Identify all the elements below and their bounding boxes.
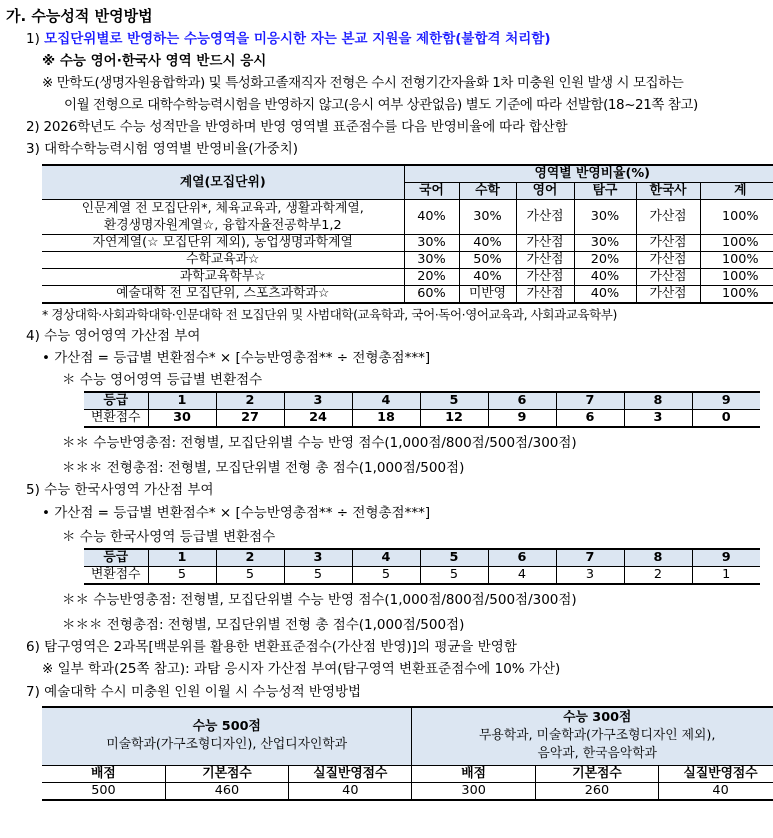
grade-cell: 1 bbox=[148, 549, 216, 567]
art-col-header: 기본점수 bbox=[165, 765, 288, 782]
group-cell: 수학교육과☆ bbox=[42, 252, 404, 269]
art-col-header: 실질반영점수 bbox=[289, 765, 412, 782]
ratio-table bbox=[42, 164, 773, 304]
ratio-cell: 가산점 bbox=[636, 235, 700, 252]
ratio-cell: 30% bbox=[459, 200, 516, 235]
grade-cell: 6 bbox=[488, 549, 556, 567]
subject-header: 한국사 bbox=[636, 183, 700, 200]
score-cell: 9 bbox=[488, 410, 556, 428]
score-cell: 5 bbox=[352, 567, 420, 585]
ratio-cell: 가산점 bbox=[636, 252, 700, 269]
ratio-cell: 20% bbox=[404, 269, 459, 286]
right-group-sub: 음악과, 한국음악학과 bbox=[537, 746, 657, 762]
left-group-sub: 미술학과(가구조형디자인), 산업디자인학과 bbox=[106, 737, 348, 753]
ratio-footnote: * 경상대학·사회과학대학·인문대학 전 모집단위 및 사범대학(교육학과, 국어·독어·영어교육과, 사회과교육학부) bbox=[42, 307, 617, 322]
table-row bbox=[42, 200, 773, 235]
item-1-text: 모집단위별로 반영하는 수능영역을 미응시한 자는 본교 지원을 제한함(불합격 처리함) bbox=[44, 31, 551, 47]
score-cell: 30 bbox=[148, 410, 216, 428]
item-3: 3) 대학수학능력시험 영역별 반영비율(가중치) bbox=[26, 141, 299, 157]
ratio-cell: 100% bbox=[700, 252, 773, 269]
subject-header: 영어 bbox=[516, 183, 574, 200]
group-line: 인문계열 전 모집단위*, 체육교육과, 생활과학계열, bbox=[81, 201, 364, 216]
subject-header: 탐구 bbox=[574, 183, 636, 200]
ratio-cell: 가산점 bbox=[516, 235, 574, 252]
score-cell: 3 bbox=[556, 567, 624, 585]
ratio-cell: 50% bbox=[459, 252, 516, 269]
grade-label: 등급 bbox=[84, 392, 148, 410]
item-1-bold-note: ※ 수능 영어·한국사 영역 반드시 응시 bbox=[42, 53, 267, 69]
grade-cell: 8 bbox=[624, 549, 692, 567]
table-row bbox=[42, 269, 773, 286]
item-4-note-2: ＊＊＊ 전형총점: 전형별, 모집단위별 전형 총 점수(1,000점/500점) bbox=[62, 460, 465, 476]
right-group-cell bbox=[412, 707, 773, 765]
item-4-sub: ＊ 수능 영어영역 등급별 변환점수 bbox=[62, 372, 263, 388]
grade-cell: 4 bbox=[352, 392, 420, 410]
grade-cell: 5 bbox=[420, 392, 488, 410]
group-cell bbox=[42, 200, 404, 235]
score-cell: 4 bbox=[488, 567, 556, 585]
grade-cell: 4 bbox=[352, 549, 420, 567]
subject-header: 국어 bbox=[404, 183, 459, 200]
art-value-cell: 300 bbox=[412, 782, 535, 800]
score-cell: 18 bbox=[352, 410, 420, 428]
ratio-cell: 30% bbox=[404, 235, 459, 252]
grade-cell: 1 bbox=[148, 392, 216, 410]
item-2: 2) 2026학년도 수능 성적만을 반영하며 반영 영역별 표준점수를 다음 반영비율에 따라 합산함 bbox=[26, 119, 568, 135]
grade-cell: 6 bbox=[488, 392, 556, 410]
group-cell: 과학교육학부☆ bbox=[42, 269, 404, 286]
art-value-cell: 40 bbox=[289, 782, 412, 800]
grade-cell: 9 bbox=[692, 392, 760, 410]
ratio-cell: 가산점 bbox=[516, 269, 574, 286]
ratio-cell: 30% bbox=[574, 200, 636, 235]
table-row bbox=[42, 252, 773, 269]
ratio-cell: 40% bbox=[404, 200, 459, 235]
right-group-sub: 무용학과, 미술학과(가구조형디자인 제외), bbox=[479, 728, 716, 744]
item-1-note-line-2: 이월 전형으로 대학수학능력시험을 반영하지 않고(응시 여부 상관없음) 별도 기준에 따라 선발함(18~21쪽 참고) bbox=[64, 97, 698, 113]
ratio-cell: 100% bbox=[700, 269, 773, 286]
grade-cell: 3 bbox=[284, 549, 352, 567]
ratio-cell: 가산점 bbox=[516, 200, 574, 235]
grade-label: 등급 bbox=[84, 549, 148, 567]
art-col-header: 기본점수 bbox=[535, 765, 658, 782]
art-col-header: 배점 bbox=[412, 765, 535, 782]
subject-header: 계 bbox=[700, 183, 773, 200]
item-4-title: 4) 수능 영어영역 가산점 부여 bbox=[26, 328, 201, 344]
item-1 bbox=[6, 28, 767, 50]
grade-cell: 9 bbox=[692, 549, 760, 567]
section-title: 가. 수능성적 반영방법 bbox=[6, 7, 153, 25]
ratio-cell: 가산점 bbox=[516, 286, 574, 304]
item-5-note-1: ＊＊ 수능반영총점: 전형별, 모집단위별 수능 반영 점수(1,000점/800점/500점/300점) bbox=[62, 592, 577, 608]
grade-cell: 7 bbox=[556, 549, 624, 567]
score-cell: 5 bbox=[148, 567, 216, 585]
score-cell: 6 bbox=[556, 410, 624, 428]
art-value-cell: 260 bbox=[535, 782, 658, 800]
ratio-cell: 20% bbox=[574, 252, 636, 269]
item-1-number: 1) bbox=[26, 31, 40, 47]
score-label: 변환점수 bbox=[84, 410, 148, 428]
history-grade-table bbox=[84, 548, 760, 585]
ratio-cell: 60% bbox=[404, 286, 459, 304]
grade-cell: 2 bbox=[216, 392, 284, 410]
score-cell: 5 bbox=[284, 567, 352, 585]
score-cell: 5 bbox=[216, 567, 284, 585]
subject-header: 수학 bbox=[459, 183, 516, 200]
grade-cell: 3 bbox=[284, 392, 352, 410]
ratio-cell: 100% bbox=[700, 235, 773, 252]
group-line: 환경생명자원계열☆, 융합자율전공학부1,2 bbox=[103, 218, 342, 233]
item-5-formula: • 가산점 = 등급별 변환점수* × [수능반영총점** ÷ 전형총점***] bbox=[42, 505, 431, 521]
ratio-cell: 가산점 bbox=[516, 252, 574, 269]
ratio-cell: 30% bbox=[574, 235, 636, 252]
grade-cell: 7 bbox=[556, 392, 624, 410]
grade-cell: 2 bbox=[216, 549, 284, 567]
left-group-cell bbox=[42, 707, 412, 765]
ratio-cell: 40% bbox=[574, 269, 636, 286]
score-label: 변환점수 bbox=[84, 567, 148, 585]
art-value-cell: 40 bbox=[659, 782, 773, 800]
ratio-cell: 미반영 bbox=[459, 286, 516, 304]
ratio-cell: 가산점 bbox=[636, 286, 700, 304]
ratio-cell: 100% bbox=[700, 200, 773, 235]
left-group-head: 수능 500점 bbox=[192, 719, 261, 735]
group-cell: 예술대학 전 모집단위, 스포츠과학과☆ bbox=[42, 286, 404, 304]
score-cell: 0 bbox=[692, 410, 760, 428]
item-1-note-line-1: ※ 만학도(생명자원융합학과) 및 특성화고졸재직자 전형은 수시 전형기간자율화 1차 미충원 인원 발생 시 모집하는 bbox=[42, 75, 684, 91]
ratio-cell: 100% bbox=[700, 286, 773, 304]
ratio-cell: 40% bbox=[459, 235, 516, 252]
score-cell: 24 bbox=[284, 410, 352, 428]
score-cell: 27 bbox=[216, 410, 284, 428]
ratio-cell: 가산점 bbox=[636, 269, 700, 286]
grade-cell: 8 bbox=[624, 392, 692, 410]
ratio-cell: 가산점 bbox=[636, 200, 700, 235]
art-value-cell: 460 bbox=[165, 782, 288, 800]
score-cell: 12 bbox=[420, 410, 488, 428]
score-cell: 1 bbox=[692, 567, 760, 585]
item-5-title: 5) 수능 한국사영역 가산점 부여 bbox=[26, 482, 214, 498]
item-4-formula: • 가산점 = 등급별 변환점수* × [수능반영총점** ÷ 전형총점***] bbox=[42, 350, 431, 366]
grade-cell: 5 bbox=[420, 549, 488, 567]
ratio-cell: 30% bbox=[404, 252, 459, 269]
ratio-cell: 40% bbox=[574, 286, 636, 304]
score-cell: 5 bbox=[420, 567, 488, 585]
item-6-note: ※ 일부 학과(25쪽 참고): 과탐 응시자 가산점 부여(탐구영역 변환표준점수에 10% 가산) bbox=[42, 661, 561, 677]
item-4-note-1: ＊＊ 수능반영총점: 전형별, 모집단위별 수능 반영 점수(1,000점/800점/500점/300점) bbox=[62, 435, 577, 451]
item-5-sub: ＊ 수능 한국사영역 등급별 변환점수 bbox=[62, 529, 276, 545]
ratio-col-group: 계열(모집단위) bbox=[42, 165, 404, 200]
art-col-header: 배점 bbox=[42, 765, 165, 782]
art-college-table bbox=[42, 706, 773, 801]
right-group-head: 수능 300점 bbox=[563, 710, 632, 726]
score-cell: 3 bbox=[624, 410, 692, 428]
score-cell: 2 bbox=[624, 567, 692, 585]
art-value-cell: 500 bbox=[42, 782, 165, 800]
english-grade-table bbox=[84, 391, 760, 428]
table-row bbox=[42, 235, 773, 252]
item-6-title: 6) 탐구영역은 2과목[백분위를 활용한 변환표준점수(가산점 반영)]의 평균을 반영함 bbox=[26, 639, 517, 655]
group-cell: 자연계열(☆ 모집단위 제외), 농업생명과학계열 bbox=[42, 235, 404, 252]
ratio-col-header: 영역별 반영비율(%) bbox=[404, 165, 773, 183]
item-7-title: 7) 예술대학 수시 미충원 인원 이월 시 수능성적 반영방법 bbox=[26, 684, 362, 700]
item-5-note-2: ＊＊＊ 전형총점: 전형별, 모집단위별 전형 총 점수(1,000점/500점) bbox=[62, 617, 465, 633]
table-row bbox=[42, 286, 773, 304]
art-col-header: 실질반영점수 bbox=[659, 765, 773, 782]
ratio-cell: 40% bbox=[459, 269, 516, 286]
